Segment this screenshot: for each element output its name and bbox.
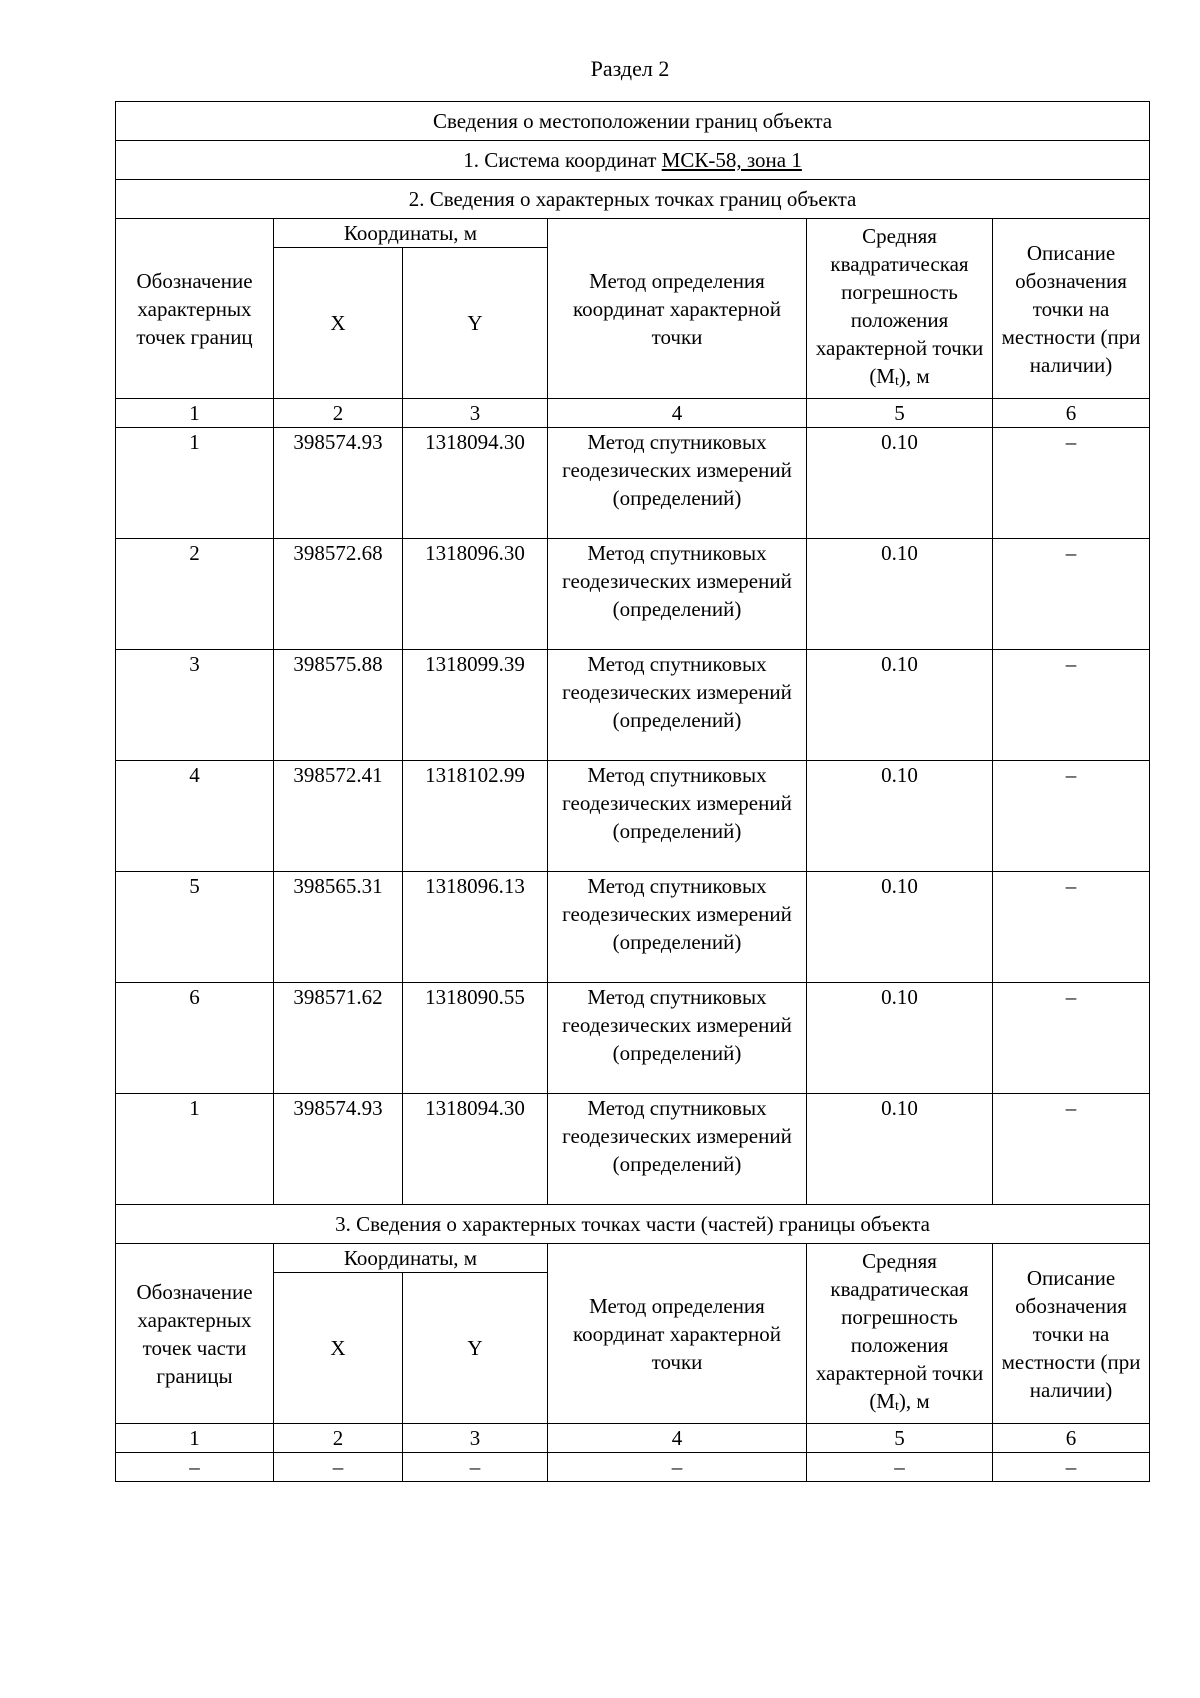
x-cell: – [274, 1453, 403, 1482]
error-cell: 0.10 [807, 650, 993, 761]
header-x: X [274, 1273, 403, 1424]
point-cell: 2 [116, 539, 274, 650]
table-row [116, 872, 1150, 983]
header-designation: Обозначение характерных точек границ [116, 219, 274, 399]
error-cell: 0.10 [807, 983, 993, 1094]
y-cell: 1318090.55 [403, 983, 548, 1094]
error-cell: 0.10 [807, 761, 993, 872]
y-cell: – [403, 1453, 548, 1482]
header-description: Описание обозначения точки на местности (при наличии) [993, 1244, 1150, 1424]
coord-system-row [116, 141, 1150, 180]
y-cell: 1318094.30 [403, 1094, 548, 1205]
header-error [807, 1244, 993, 1424]
header-error [807, 219, 993, 399]
col-number: 4 [548, 399, 807, 428]
header-error-main: Средняя квадратическая погрешность положения характерной точки (M [815, 223, 984, 388]
table-row [116, 539, 1150, 650]
description-cell: – [993, 761, 1150, 872]
col-number: 1 [116, 1424, 274, 1453]
table-row [116, 650, 1150, 761]
col-number: 1 [116, 399, 274, 428]
description-cell: – [993, 983, 1150, 1094]
coord-system-value: МСК-58, зона 1 [661, 148, 802, 172]
error-cell: 0.10 [807, 872, 993, 983]
point-cell: 4 [116, 761, 274, 872]
method-cell: Метод спутниковых геодезических измерений (определений) [548, 650, 807, 761]
method-cell: Метод спутниковых геодезических измерений (определений) [548, 872, 807, 983]
header-method: Метод определения координат характерной точки [548, 1244, 807, 1424]
header-coords: Координаты, м [274, 1244, 548, 1273]
x-cell: 398572.68 [274, 539, 403, 650]
point-cell: 6 [116, 983, 274, 1094]
header-error-sub: t [894, 1398, 899, 1414]
boundary-table [115, 101, 1150, 1482]
header-coords: Координаты, м [274, 219, 548, 248]
table-title: Сведения о местоположении границ объекта [116, 102, 1150, 141]
point-cell: 5 [116, 872, 274, 983]
header-description: Описание обозначения точки на местности (при наличии) [993, 219, 1150, 399]
y-cell: 1318096.30 [403, 539, 548, 650]
error-cell: – [807, 1453, 993, 1482]
description-cell: – [993, 872, 1150, 983]
col-number: 3 [403, 399, 548, 428]
table-row [116, 983, 1150, 1094]
header-error-sub: t [894, 373, 899, 389]
y-cell: 1318096.13 [403, 872, 548, 983]
header-x: X [274, 248, 403, 399]
col-number: 5 [807, 1424, 993, 1453]
header-error-tail: ), м [898, 1388, 930, 1413]
error-cell: 0.10 [807, 1094, 993, 1205]
header-method: Метод определения координат характерной точки [548, 219, 807, 399]
header-error-main: Средняя квадратическая погрешность положения характерной точки (M [815, 1248, 984, 1413]
col-number: 5 [807, 399, 993, 428]
description-cell: – [993, 650, 1150, 761]
x-cell: 398572.41 [274, 761, 403, 872]
description-cell: – [993, 539, 1150, 650]
col-number: 6 [993, 1424, 1150, 1453]
y-cell: 1318102.99 [403, 761, 548, 872]
col-number: 4 [548, 1424, 807, 1453]
header-y: Y [403, 248, 548, 399]
table-row [116, 428, 1150, 539]
point-cell: 1 [116, 428, 274, 539]
point-cell: – [116, 1453, 274, 1482]
header-y: Y [403, 1273, 548, 1424]
header-designation: Обозначение характерных точек части границы [116, 1244, 274, 1424]
description-cell: – [993, 428, 1150, 539]
table-row [116, 761, 1150, 872]
x-cell: 398574.93 [274, 1094, 403, 1205]
col-number: 3 [403, 1424, 548, 1453]
point-cell: 3 [116, 650, 274, 761]
table-row [116, 1453, 1150, 1482]
x-cell: 398565.31 [274, 872, 403, 983]
method-cell: Метод спутниковых геодезических измерений (определений) [548, 428, 807, 539]
col-number: 2 [274, 399, 403, 428]
y-cell: 1318099.39 [403, 650, 548, 761]
method-cell: Метод спутниковых геодезических измерений (определений) [548, 1094, 807, 1205]
x-cell: 398571.62 [274, 983, 403, 1094]
error-cell: 0.10 [807, 428, 993, 539]
x-cell: 398574.93 [274, 428, 403, 539]
section3-heading: 3. Сведения о характерных точках части (частей) границы объекта [116, 1205, 1150, 1244]
method-cell: – [548, 1453, 807, 1482]
header-error-tail: ), м [898, 363, 930, 388]
method-cell: Метод спутниковых геодезических измерений (определений) [548, 539, 807, 650]
method-cell: Метод спутниковых геодезических измерений (определений) [548, 761, 807, 872]
coord-system-prefix: 1. Система координат [463, 148, 662, 172]
col-number: 2 [274, 1424, 403, 1453]
table-row [116, 1094, 1150, 1205]
description-cell: – [993, 1453, 1150, 1482]
point-cell: 1 [116, 1094, 274, 1205]
col-number: 6 [993, 399, 1150, 428]
section-title: Раздел 2 [590, 56, 670, 81]
method-cell: Метод спутниковых геодезических измерений (определений) [548, 983, 807, 1094]
section2-heading: 2. Сведения о характерных точках границ объекта [116, 180, 1150, 219]
x-cell: 398575.88 [274, 650, 403, 761]
y-cell: 1318094.30 [403, 428, 548, 539]
description-cell: – [993, 1094, 1150, 1205]
error-cell: 0.10 [807, 539, 993, 650]
